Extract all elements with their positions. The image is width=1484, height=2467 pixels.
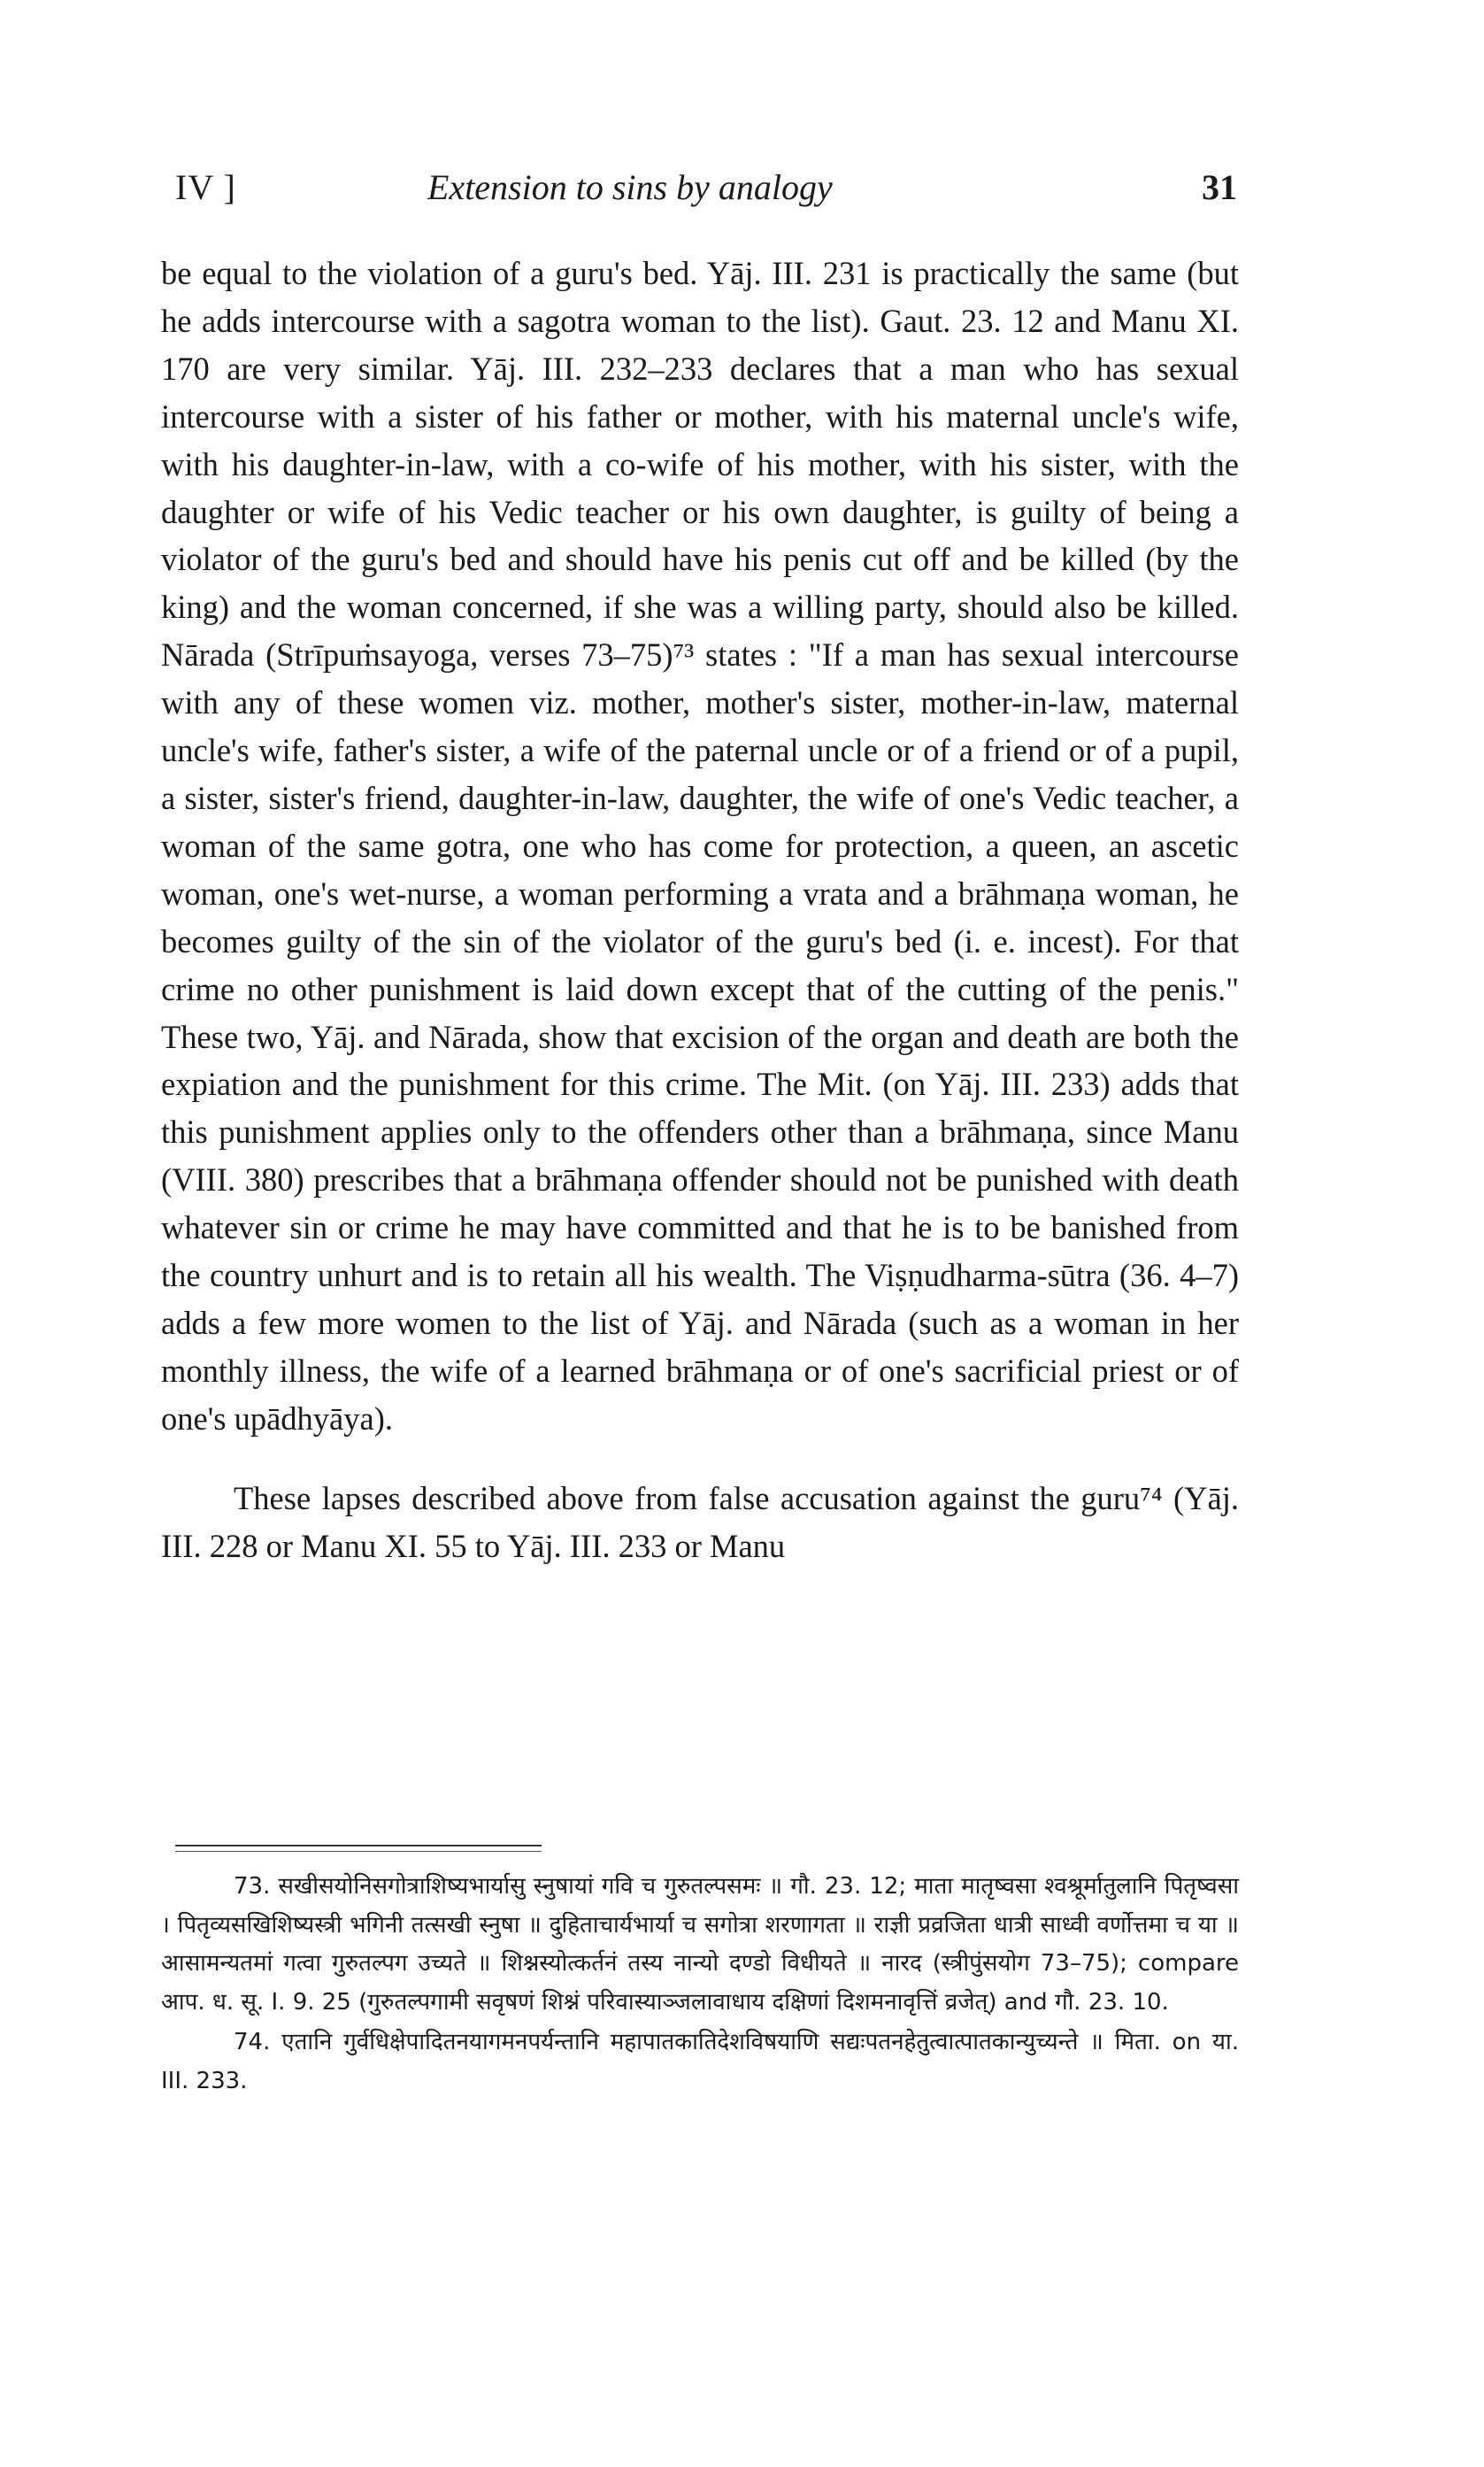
running-head (175, 166, 1237, 220)
footnote-73: 73. सखीसयोनिसगोत्राशिष्यभार्यासु स्नुषायां गवि च गुरुतल्पसमः ॥ गौ. 23. 12; माता मातृष्वसा श्वश्रूर्मातुलानि पितृष्वसा । पितृव्यसखिशिष्यस्त्री भगिनी तत्सखी स्नुषा ॥ दुहिताचार्यभार्या च सगोत्रा शरणागता ॥ राज्ञी प्रव्रजिता धात्री साध्वी वर्णोत्तमा च या ॥ आसामन्यतमां गत्वा गुरुतल्पग उच्यते ॥ शिश्नस्योत्कर्तनं तस्य नान्यो दण्डो विधीयते ॥ नारद (स्त्रीपुंसयोग 73–75); compare आप. ध. सू. I. 9. 25 (गुरुतल्पगामी सवृषणं शिश्नं परिवास्याञ्जलावाधाय दक्षिणां दिशमनावृत्तिं व्रजेत्) and गौ. 23. 10. (161, 1873, 1239, 2016)
footnotes (161, 1868, 1239, 2101)
footnote-74: 74. एतानि गुर्वधिक्षेपादितनयागमनपर्यन्तानि महापातकातिदेशविषयाणि सद्यःपतनहेतुत्वात्पातकान्युच्यन्ते ॥ मिता. on या. III. 233. (161, 2029, 1239, 2094)
paragraph: These lapses described above from false accusation against the guru⁷⁴ (Yāj. III. 228 or Manu XI. 55 to Yāj. III. 233 or Manu (161, 1479, 1239, 1564)
running-title: Extension to sins by analogy (427, 167, 833, 207)
main-text (161, 250, 1239, 1569)
page-number: 31 (1202, 167, 1237, 207)
footnote-divider (175, 1845, 542, 1846)
chapter-marker: IV ] (175, 167, 236, 207)
paragraph: be equal to the violation of a guru's bed. Yāj. III. 231 is practically the same (but he adds intercourse with a sagotra woman to the list). Gaut. 23. 12 and Manu XI. 170 are very similar. Yāj. III. 232–233 declares that a man who has sexual intercourse with a sister of his father or mother, with his maternal uncle's wife, with his daughter-in-law, with a co-wife of his mother, with his sister, with the daughter or wife of his Vedic teacher or his own daughter, is guilty of being a violator of the guru's bed and should have his penis cut off and be killed (by the king) and the woman concerned, if she was a willing party, should also be killed. Nārada (Strīpuṁsayoga, verses 73–75)⁷³ states : "If a man has sexual intercourse with any of these women viz. mother, mother's sister, mother-in-law, maternal uncle's wife, father's sister, a wife of the paternal uncle or of a friend or of a pupil, a sister, sister's friend, daughter-in-law, daughter, the wife of one's Vedic teacher, a woman of the same gotra, one who has come for protection, a queen, an ascetic woman, one's wet-nurse, a woman performing a vrata and a brāhmaṇa woman, he becomes guilty of the sin of the violator of the guru's bed (i. e. incest). For that crime no other punishment is laid down except that of the cutting of the penis." These two, Yāj. and Nārada, show that excision of the organ and death are both the expiation and the punishment for this crime. The Mit. (on Yāj. III. 233) adds that this punishment applies only to the offenders other than a brāhmaṇa, since Manu (VIII. 380) prescribes that a brāhmaṇa offender should not be punished with death whatever sin or crime he may have committed and that he is to be banished from the country unhurt and is to retain all his wealth. The Viṣṇudharma-sūtra (36. 4–7) adds a few more women to the list of Yāj. and Nārada (such as a woman in her monthly illness, the wife of a learned brāhmaṇa or of one's sacrificial priest or of one's upādhyāya). (161, 255, 1239, 1437)
